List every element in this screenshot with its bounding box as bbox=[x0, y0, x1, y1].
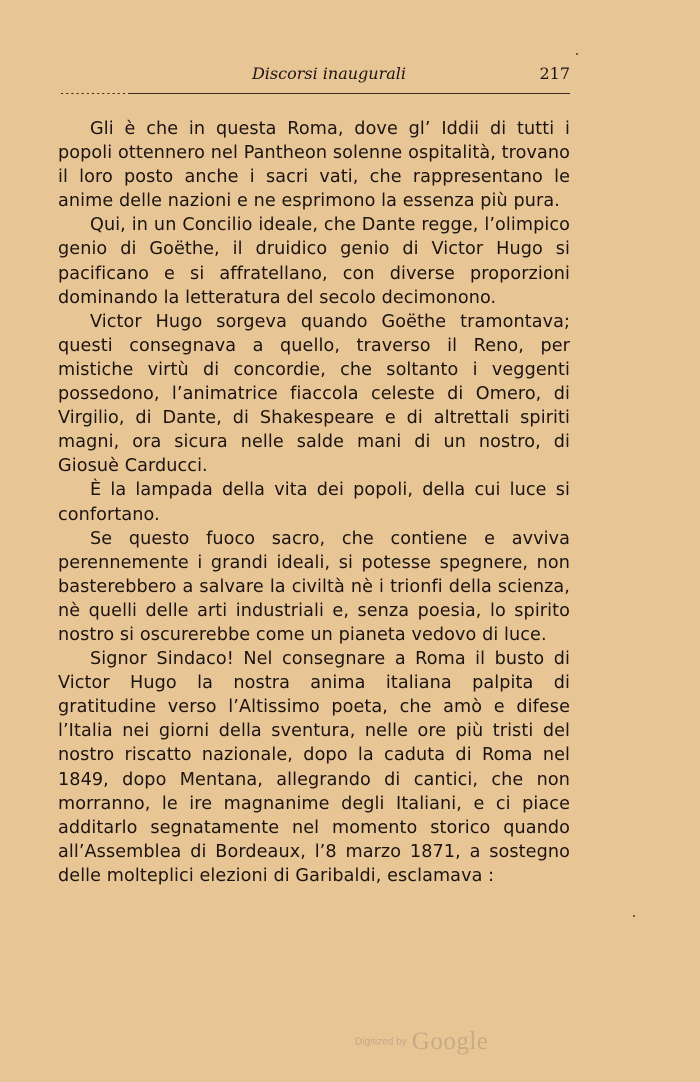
digitized-by-label: Digitized by bbox=[355, 1036, 407, 1048]
paragraph-6: Signor Sindaco! Nel consegnare a Roma il busto di Victor Hugo la nostra anima italiana palpita di gratitudine verso l’Altissimo poeta, che amò e difese l’Italia nei giorni della sventura, nelle ore più tristi del nostro riscatto nazionale, dopo la caduta di Roma nel 1849, dopo Mentana, allegrando di cantici, che non morranno, le ire magnanime degli Italiani, e ci piace additarlo segnatamente nel momento storico quando all’Assemblea di Bordeaux, l’8 marzo 1871, a sostegno delle molteplici elezioni di Garibaldi, esclamava : bbox=[58, 649, 570, 886]
body-text bbox=[58, 117, 570, 888]
google-logo: Google bbox=[411, 1028, 489, 1055]
header-rule-break bbox=[58, 93, 128, 94]
paragraph-5: Se questo fuoco sacro, che contiene e avviva perennemente i grandi ideali, si potesse spegnere, non basterebbero a salvare la civiltà nè i trionfi della scienza, nè quelli delle arti industriali e, senza poesia, lo spirito nostro si oscurerebbe come un pianeta vedovo di luce. bbox=[58, 528, 570, 645]
scan-speck bbox=[633, 915, 635, 917]
paragraph-4: È la lampada della vita dei popoli, della cui luce si confortano. bbox=[58, 480, 570, 525]
scan-speck bbox=[576, 53, 578, 55]
running-head bbox=[58, 63, 570, 87]
paragraph-3: Victor Hugo sorgeva quando Goëthe tramontava; questi consegnava a quello, traverso il Reno, per mistiche virtù di concordie, che soltanto i veggenti possedono, l’animatrice fiaccola celeste di Omero, di Virgilio, di Dante, di Shakespeare e di altrettali spiriti magni, ora sicura nelle salde mani di un nostro, di Giosuè Carducci. bbox=[58, 311, 570, 477]
page-number: 217 bbox=[539, 64, 570, 83]
header-rule bbox=[58, 93, 570, 94]
paragraph-2: Qui, in un Concilio ideale, che Dante regge, l’olimpico genio di Goëthe, il druidico genio di Victor Hugo si pacificano e si affratellano, con diverse proporzioni dominando la letteratura del secolo decimonono. bbox=[58, 215, 570, 308]
running-title: Discorsi inaugurali bbox=[251, 64, 407, 83]
digitized-watermark bbox=[355, 1028, 515, 1058]
paragraph-1: Gli è che in questa Roma, dove gl’ Iddii di tutti i popoli ottennero nel Pantheon solenne ospitalità, trovano il loro posto anche i sacri vati, che rappresentano le anime delle nazioni e ne esprimono la essenza più pura. bbox=[58, 119, 570, 212]
